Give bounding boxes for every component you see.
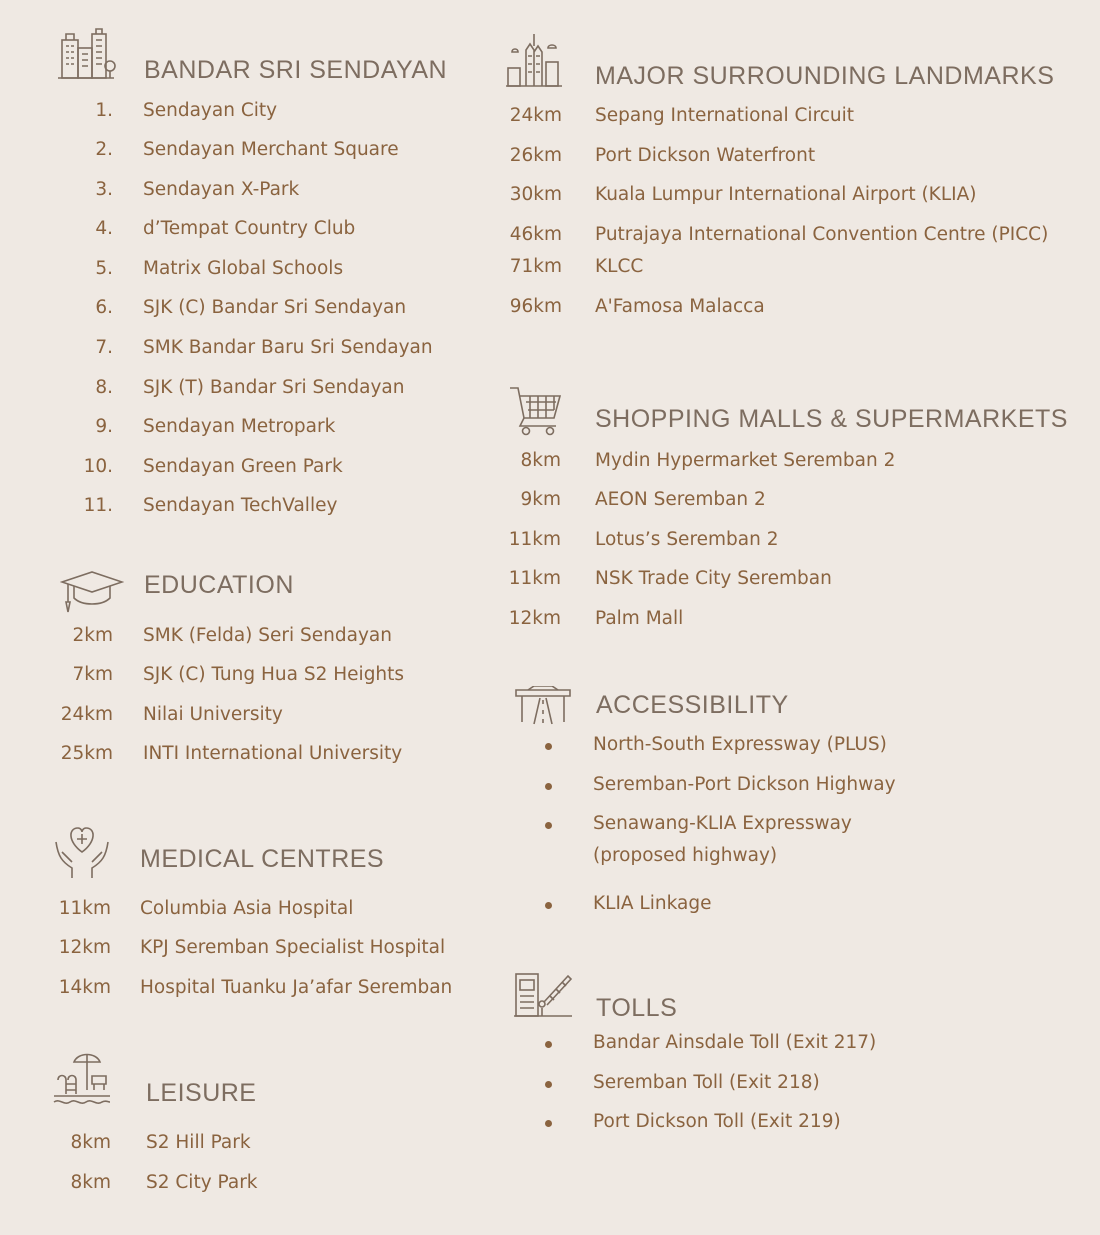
item-text: North-South Expressway (PLUS)	[593, 734, 887, 755]
bandar-section	[0, 0, 500, 540]
graduation-cap-icon	[60, 568, 124, 616]
item-text: Bandar Ainsdale Toll (Exit 217)	[593, 1032, 877, 1053]
list-item	[500, 256, 1100, 286]
tolls-section	[500, 960, 1100, 1150]
item-text: Seremban Toll (Exit 218)	[593, 1072, 820, 1093]
item-text: (proposed highway)	[593, 845, 778, 866]
item-distance: 12km	[58, 937, 111, 958]
item-text: AEON Seremban 2	[595, 489, 766, 510]
item-number: 11.	[83, 495, 113, 516]
bullet-dot	[545, 1081, 552, 1088]
list-item	[500, 224, 1100, 254]
item-text: Nilai University	[143, 704, 283, 725]
section-title: MEDICAL CENTRES	[140, 845, 385, 873]
item-distance: 96km	[509, 296, 562, 317]
item-distance: 2km	[72, 625, 113, 646]
bullet-dot	[545, 783, 552, 790]
item-text: Sendayan City	[143, 100, 278, 121]
item-number: 6.	[95, 297, 113, 318]
item-text: Sendayan Merchant Square	[143, 139, 399, 160]
item-text: A'Famosa Malacca	[595, 296, 765, 317]
shopping-cart-icon	[508, 384, 562, 436]
item-text: Sendayan X-Park	[143, 179, 300, 200]
list-item	[500, 450, 1100, 480]
list-item	[500, 145, 1100, 175]
item-text: INTI International University	[143, 743, 403, 764]
item-text: Mydin Hypermarket Seremban 2	[595, 450, 896, 471]
accessibility-section	[500, 680, 1100, 930]
list-item	[500, 1032, 1100, 1062]
item-text: SMK Bandar Baru Sri Sendayan	[143, 337, 433, 358]
item-text: Sendayan Metropark	[143, 416, 336, 437]
item-distance: 9km	[520, 489, 561, 510]
item-distance: 30km	[509, 184, 562, 205]
item-text: SJK (C) Tung Hua S2 Heights	[143, 664, 405, 685]
hands-heart-icon	[54, 822, 110, 880]
item-number: 10.	[83, 456, 113, 477]
item-text: KLCC	[595, 256, 644, 277]
item-number: 2.	[95, 139, 113, 160]
item-distance: 24km	[60, 704, 113, 725]
section-title: TOLLS	[596, 994, 678, 1022]
list-item	[500, 734, 1100, 764]
item-text: Putrajaya International Convention Centre (PICC)	[595, 224, 1049, 245]
list-item	[500, 184, 1100, 214]
list-item	[500, 296, 1100, 326]
item-distance: 8km	[70, 1172, 111, 1193]
shopping-section	[500, 380, 1100, 650]
list-item	[500, 1111, 1100, 1141]
list-item	[500, 893, 1100, 923]
list-item	[500, 845, 1100, 875]
list-item	[500, 1072, 1100, 1102]
item-text: d’Tempat Country Club	[143, 218, 356, 239]
item-distance: 71km	[509, 256, 562, 277]
bullet-dot	[545, 1120, 552, 1127]
item-text: Kuala Lumpur International Airport (KLIA)	[595, 184, 977, 205]
list-item	[0, 1172, 600, 1202]
item-text: SJK (T) Bandar Sri Sendayan	[143, 377, 405, 398]
item-number: 4.	[95, 218, 113, 239]
item-number: 5.	[95, 258, 113, 279]
item-text: S2 City Park	[146, 1172, 258, 1193]
item-text: Sepang International Circuit	[595, 105, 855, 126]
item-text: Sendayan TechValley	[143, 495, 338, 516]
section-title: ACCESSIBILITY	[596, 691, 789, 719]
list-item	[500, 489, 1100, 519]
item-distance: 8km	[70, 1132, 111, 1153]
item-distance: 25km	[60, 743, 113, 764]
bullet-dot	[545, 902, 552, 909]
bullet-dot	[545, 822, 552, 829]
section-title: LEISURE	[146, 1079, 257, 1107]
item-text: S2 Hill Park	[146, 1132, 251, 1153]
list-item	[500, 774, 1100, 804]
section-title: MAJOR SURROUNDING LANDMARKS	[595, 62, 1055, 90]
section-title: BANDAR SRI SENDAYAN	[144, 56, 448, 84]
item-text: Hospital Tuanku Ja’afar Seremban	[140, 977, 453, 998]
item-number: 1.	[95, 100, 113, 121]
item-text: SMK (Felda) Seri Sendayan	[143, 625, 392, 646]
highway-icon	[514, 686, 572, 726]
list-item	[500, 105, 1100, 135]
item-text: Port Dickson Waterfront	[595, 145, 816, 166]
item-distance: 46km	[509, 224, 562, 245]
item-number: 9.	[95, 416, 113, 437]
city-buildings-icon	[56, 26, 116, 82]
pool-umbrella-icon	[52, 1050, 112, 1108]
item-distance: 24km	[509, 105, 562, 126]
item-distance: 8km	[520, 450, 561, 471]
item-text: NSK Trade City Seremban	[595, 568, 832, 589]
item-number: 3.	[95, 179, 113, 200]
medical-section	[0, 818, 500, 1018]
item-text: KLIA Linkage	[593, 893, 712, 914]
item-text: Seremban-Port Dickson Highway	[593, 774, 896, 795]
leisure-section	[0, 1048, 500, 1218]
list-item	[500, 568, 1100, 598]
skyline-icon	[504, 32, 562, 88]
item-text: Port Dickson Toll (Exit 219)	[593, 1111, 841, 1132]
bullet-dot	[545, 1041, 552, 1048]
education-section	[0, 560, 500, 780]
section-title: EDUCATION	[144, 571, 294, 599]
list-item	[0, 337, 600, 367]
item-distance: 7km	[72, 664, 113, 685]
item-text: Columbia Asia Hospital	[140, 898, 354, 919]
list-item	[500, 608, 1100, 638]
item-text: Palm Mall	[595, 608, 684, 629]
item-text: Senawang-KLIA Expressway	[593, 813, 852, 834]
item-distance: 14km	[58, 977, 111, 998]
item-text: Sendayan Green Park	[143, 456, 343, 477]
bullet-dot	[545, 743, 552, 750]
item-number: 8.	[95, 377, 113, 398]
item-distance: 11km	[508, 568, 561, 589]
item-distance: 11km	[508, 529, 561, 550]
item-text: SJK (C) Bandar Sri Sendayan	[143, 297, 407, 318]
section-title: SHOPPING MALLS & SUPERMARKETS	[595, 405, 1068, 433]
item-text: Matrix Global Schools	[143, 258, 344, 279]
item-text: Lotus’s Seremban 2	[595, 529, 779, 550]
item-text: KPJ Seremban Specialist Hospital	[140, 937, 446, 958]
item-distance: 11km	[58, 898, 111, 919]
item-distance: 26km	[509, 145, 562, 166]
item-distance: 12km	[508, 608, 561, 629]
item-number: 7.	[95, 337, 113, 358]
toll-gate-icon	[514, 972, 574, 1020]
landmarks-section	[500, 0, 1100, 340]
list-item	[500, 813, 1100, 843]
list-item	[500, 529, 1100, 559]
